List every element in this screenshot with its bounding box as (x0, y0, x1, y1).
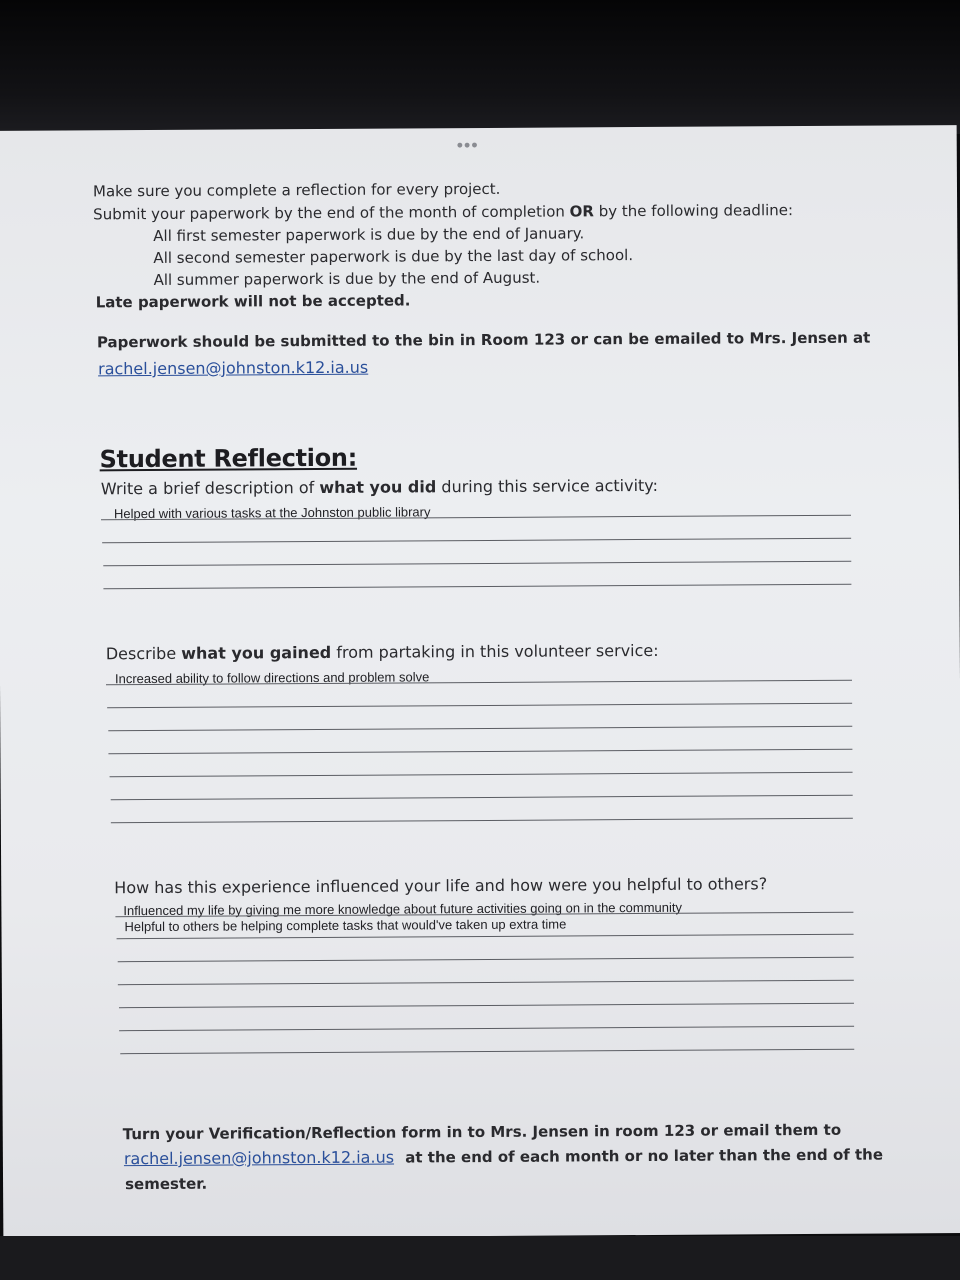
answer-what-you-gained[interactable]: Increased ability to follow directions and problem solve (114, 669, 430, 687)
answer-line (120, 1049, 854, 1054)
answer-line (118, 957, 854, 962)
question-influence: How has this experience influenced your life and how were you helpful to others? (114, 874, 768, 898)
answer-line (111, 818, 853, 824)
answer-line (108, 749, 852, 755)
answer-line (117, 934, 854, 940)
answer-line (103, 584, 851, 590)
document-viewer (0, 125, 960, 1239)
footer-instructions-line2: rachel.jensen@johnston.k12.ia.us at the end of each month or no later than the end of the (123, 1145, 884, 1169)
deadline-item: All first semester paperwork is due by the end of January. (153, 224, 585, 245)
device-bezel-bottom (0, 1236, 960, 1280)
answer-helpful-to-others[interactable]: Helpful to others be helping complete tasks that would've taken up extra time (124, 916, 567, 935)
answer-what-you-did[interactable]: Helped with various tasks at the Johnston public library (113, 504, 431, 522)
more-dots-icon[interactable]: ••• (456, 134, 479, 156)
answer-line (102, 538, 851, 544)
answer-line (108, 726, 852, 732)
deadline-item: All summer paperwork is due by the end of August. (153, 268, 541, 289)
footer-instructions: Turn your Verification/Reflection form in to Mrs. Jensen in room 123 or email them to (122, 1120, 842, 1144)
answer-line (118, 980, 854, 985)
answer-line (110, 772, 853, 778)
answer-influence-life[interactable]: Influenced my life by giving me more knowledge about future activities going on in the community (123, 899, 683, 919)
answer-line (119, 1003, 854, 1008)
footer-email-link[interactable]: rachel.jensen@johnston.k12.ia.us (123, 1147, 395, 1169)
instruction-line: Make sure you complete a reflection for every project. (92, 179, 501, 201)
answer-line (119, 1026, 854, 1031)
late-notice: Late paperwork will not be accepted. (95, 291, 411, 312)
instruction-deadline-line: Submit your paperwork by the end of the month of completion OR by the following deadline: (93, 201, 794, 224)
question-what-you-gained: Describe what you gained from partaking in this volunteer service: (105, 640, 659, 664)
section-heading: Student Reflection: (99, 443, 358, 474)
answer-line (107, 703, 852, 709)
device-bezel-top (0, 0, 960, 134)
email-link[interactable]: rachel.jensen@johnston.k12.ia.us (98, 357, 369, 379)
question-what-you-did: Write a brief description of what you did during this service activity: (100, 475, 659, 499)
answer-line (111, 795, 853, 801)
submit-instructions: Paperwork should be submitted to the bin in Room 123 or can be emailed to Mrs. Jensen at (96, 328, 871, 352)
deadline-item: All second semester paperwork is due by the last day of school. (153, 246, 634, 267)
document-page (0, 125, 960, 1239)
answer-line (103, 561, 851, 567)
footer-instructions-line3: semester. (125, 1174, 208, 1194)
